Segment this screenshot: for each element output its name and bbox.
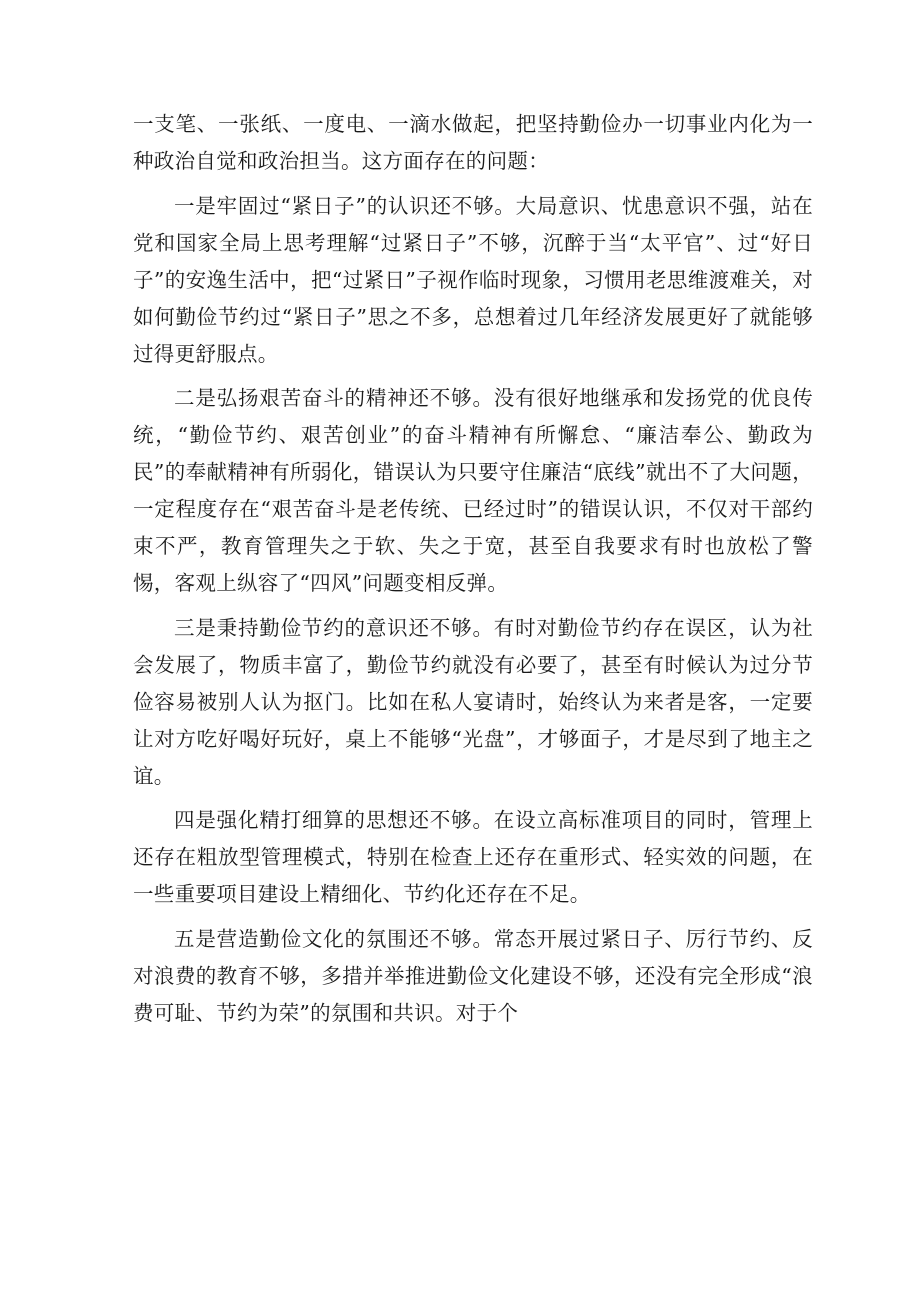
paragraph-continuation: 一支笔、一张纸、一度电、一滴水做起，把坚持勤俭办一切事业内化为一种政治自觉和政治担当。这方面存在的问题： bbox=[133, 112, 813, 173]
paragraph-careful-budgeting: 四是强化精打细算的思想还不够。在设立高标准项目的同时，管理上还存在粗放型管理模式，特别在检查上还存在重形式、轻实效的问题，在一些重要项目建设上精细化、节约化还存在不足。 bbox=[133, 808, 813, 906]
paragraph-tight-days: 一是牢固过“紧日子”的认识还不够。大局意识、忧患意识不强，站在党和国家全局上思考理解“过紧日子”不够，沉醉于当“太平官”、过“好日子”的安逸生活中，把“过紧日”子视作临时现象，习惯用老思维渡难关，对如何勤俭节约过“紧日子”思之不多，总想着过几年经济发展更好了就能够过得更舒服点。 bbox=[133, 193, 813, 366]
paragraph-hard-struggle: 二是弘扬艰苦奋斗的精神还不够。没有很好地继承和发扬党的优良传统，“勤俭节约、艰苦创业”的奋斗精神有所懈怠、“廉洁奉公、勤政为民”的奉献精神有所弱化，错误认为只要守住廉洁“底线”就出不了大问题，一定程度存在“艰苦奋斗是老传统、已经过时”的错误认识，不仅对干部约束不严，教育管理失之于软、失之于宽，甚至自我要求有时也放松了警惕，客观上纵容了“四风”问题变相反弹。 bbox=[133, 386, 813, 595]
paragraph-thrift-awareness: 三是秉持勤俭节约的意识还不够。有时对勤俭节约存在误区，认为社会发展了，物质丰富了，勤俭节约就没有必要了，甚至有时候认为过分节俭容易被别人认为抠门。比如在私人宴请时，始终认为来者是客，一定要让对方吃好喝好玩好，桌上不能够“光盘”，才够面子，才是尽到了地主之谊。 bbox=[133, 615, 813, 788]
document-body bbox=[133, 106, 813, 1039]
paragraph-thrift-culture: 五是营造勤俭文化的氛围还不够。常态开展过紧日子、厉行节约、反对浪费的教育不够，多措并举推进勤俭文化建设不够，还没有完全形成“浪费可耻、节约为荣”的氛围和共识。对于个 bbox=[133, 926, 813, 1025]
